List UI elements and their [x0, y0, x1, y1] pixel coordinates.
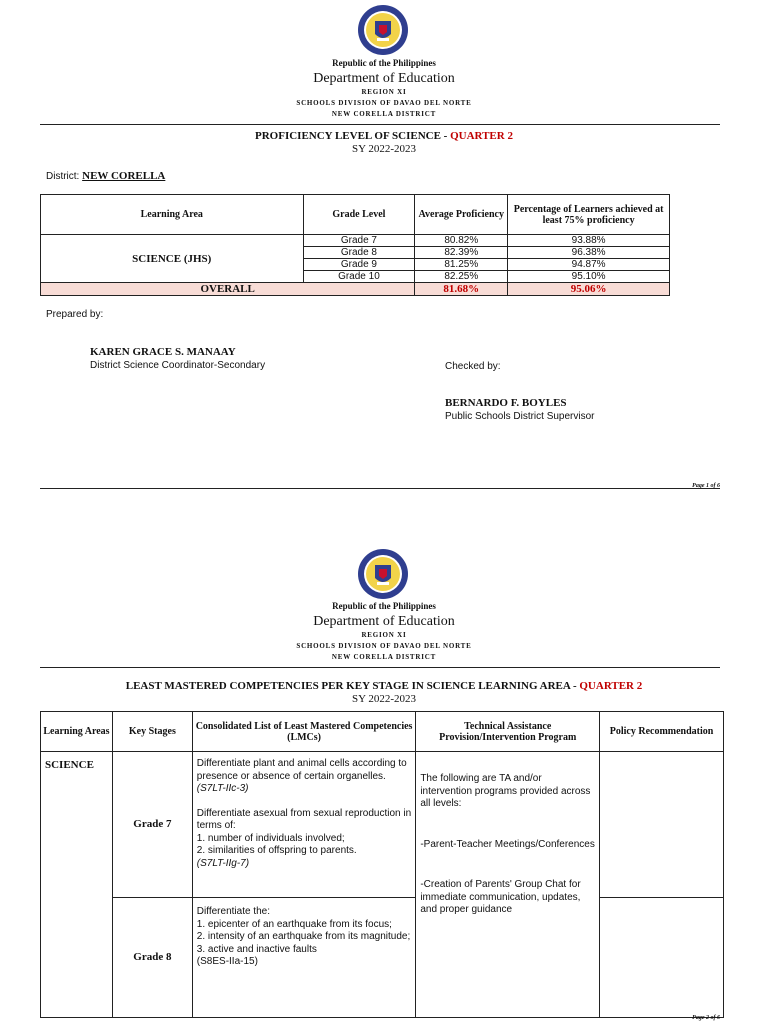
- grade7-competencies: Differentiate plant and animal cells according to presence or absence of certain organelles. (S7LT-IIc-3) Differentiate asexual from sexual reproduction in terms of: 1. number of individuals involved; 2. similarities of offspring to parents. (S7LT-IIg-7): [192, 752, 416, 898]
- col-key-stages: Key Stages: [112, 712, 192, 752]
- preparer-name: KAREN GRACE S. MANAAY: [90, 346, 236, 358]
- deped-seal-icon: [357, 4, 409, 56]
- page-number: Page 2 of 6: [692, 1015, 720, 1021]
- learning-area-cell: SCIENCE (JHS): [41, 235, 304, 283]
- table-row: Grade 9 81.25% 94.87%: [41, 259, 670, 271]
- preparer-role: District Science Coordinator-Secondary: [90, 360, 266, 371]
- table-row: Grade 8 82.39% 96.38%: [41, 247, 670, 259]
- header-divider: [40, 124, 720, 125]
- republic-label: Republic of the Philippines: [332, 58, 436, 68]
- division-label: SCHOOLS DIVISION OF DAVAO DEL NORTE: [296, 99, 472, 107]
- overall-row: OVERALL 81.68% 95.06%: [41, 283, 670, 296]
- report-title: PROFICIENCY LEVEL OF SCIENCE - QUARTER 2: [255, 130, 513, 142]
- col-average-proficiency: Average Proficiency: [415, 195, 508, 235]
- lmc-table: [40, 711, 724, 1018]
- region-label: REGION XI: [361, 631, 407, 639]
- proficiency-table: [40, 194, 670, 296]
- col-policy-recommendation: Policy Recommendation: [600, 712, 724, 752]
- district-header: NEW CORELLA DISTRICT: [331, 110, 437, 118]
- checker-role: Public Schools District Supervisor: [445, 411, 595, 422]
- col-lmcs: Consolidated List of Least Mastered Competencies (LMCs): [192, 712, 416, 752]
- school-year: SY 2022-2023: [351, 693, 417, 705]
- footer-divider: [40, 488, 720, 489]
- policy-recommendation-grade8: [600, 898, 724, 1018]
- report-title: LEAST MASTERED COMPETENCIES PER KEY STAGE IN SCIENCE LEARNING AREA - QUARTER 2: [125, 680, 643, 692]
- col-learning-areas: Learning Areas: [41, 712, 113, 752]
- learning-area-cell: SCIENCE: [41, 752, 113, 1018]
- prepared-by-label: Prepared by:: [46, 309, 104, 320]
- district-field: District: NEW CORELLA: [46, 170, 166, 182]
- table-row: [41, 898, 724, 1018]
- region-label: REGION XI: [361, 88, 407, 96]
- grade8-competencies: Differentiate the: 1. epicenter of an earthquake from its focus; 2. intensity of an earthquake from its magnitude; 3. active and inactive faults (S8ES-IIa-15): [192, 898, 416, 1018]
- policy-recommendation-grade7: [600, 752, 724, 898]
- school-year: SY 2022-2023: [351, 143, 417, 155]
- col-percentage-learners: Percentage of Learners achieved at least 75% proficiency: [508, 195, 670, 235]
- key-stage-grade8: Grade 8: [112, 898, 192, 1018]
- department-title: Department of Education: [313, 614, 455, 629]
- table-row: Grade 10 82.25% 95.10%: [41, 271, 670, 283]
- department-title: Department of Education: [313, 71, 455, 86]
- key-stage-grade7: Grade 7: [112, 752, 192, 898]
- col-technical-assistance: Technical Assistance Provision/Intervention Program: [416, 712, 600, 752]
- header-divider: [40, 667, 720, 668]
- district-header: NEW CORELLA DISTRICT: [331, 653, 437, 661]
- checker-name: BERNARDO F. BOYLES: [445, 397, 567, 409]
- col-grade-level: Grade Level: [303, 195, 415, 235]
- republic-label: Republic of the Philippines: [332, 601, 436, 611]
- technical-assistance-cell: The following are TA and/or intervention programs provided across all levels: -Parent-Teacher Meetings/Conferences -Creation of Parents' Group Chat for immediate communication, updates, and proper guidance: [416, 752, 600, 1018]
- checked-by-label: Checked by:: [445, 361, 501, 372]
- col-learning-area: Learning Area: [41, 195, 304, 235]
- page-number: Page 1 of 6: [692, 483, 720, 489]
- table-row: [41, 752, 724, 898]
- division-label: SCHOOLS DIVISION OF DAVAO DEL NORTE: [296, 642, 472, 650]
- table-row: SCIENCE (JHS) Grade 7 80.82% 93.88%: [41, 235, 670, 247]
- deped-seal-icon: [357, 548, 409, 600]
